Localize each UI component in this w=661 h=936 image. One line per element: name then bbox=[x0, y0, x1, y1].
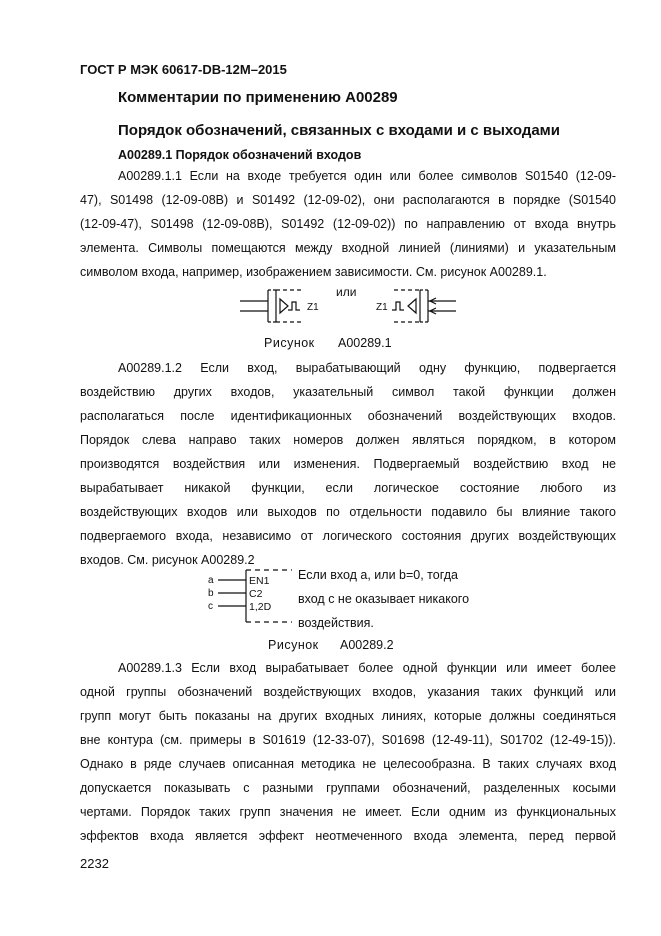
c2-label: C2 bbox=[249, 588, 263, 600]
paragraph-line: чертами. Порядок таких групп значения не имеет. Если одним из функциональных bbox=[80, 805, 616, 819]
paragraph-line: А00289.1.3 Если вход вырабатывает более одной функции или имеет более bbox=[118, 661, 616, 675]
figure-2-caption-word: Рисунок bbox=[268, 638, 319, 652]
d-label: 1,2D bbox=[249, 601, 272, 613]
figure-1-caption-word: Рисунок bbox=[264, 336, 315, 350]
subsection-heading: Порядок обозначений, связанных с входами и с выходами bbox=[118, 122, 561, 139]
paragraph-line: эффектов входа является эффект неотмеченного входа элемента, перед первой bbox=[80, 829, 616, 843]
paragraph-line: воздействующих входов или выходов по отдельности подавило бы влияние такого bbox=[80, 505, 616, 519]
figure-2-note-line: Если вход a, или b=0, тогда bbox=[298, 568, 458, 582]
figure-1-left-label: Z1 bbox=[307, 302, 319, 313]
paragraph-line: допускается показывать с разными группами обозначений, разделенных косыми bbox=[80, 781, 616, 795]
clause-heading: А00289.1 Порядок обозначений входов bbox=[118, 148, 362, 162]
paragraph-line: А00289.1.2 Если вход, вырабатывающий одну функцию, подвергается bbox=[118, 361, 616, 375]
paragraph-line: входов. См. рисунок А00289.2 bbox=[80, 553, 255, 567]
paragraph-line: Порядок слева направо таких номеров должен являться порядком, в котором bbox=[80, 433, 616, 447]
page-number: 2232 bbox=[80, 856, 109, 871]
paragraph-line: одной группы обозначений воздействующих входов, указания таких функций или bbox=[80, 685, 616, 699]
paragraph-line: символом входа, например, изображением зависимости. См. рисунок А00289.1. bbox=[80, 265, 547, 279]
input-a-label: a bbox=[208, 575, 214, 586]
paragraph-line: элемента. Символы помещаются между входной линией (линиями) и указательным bbox=[80, 241, 616, 255]
paragraph-line: располагаться после идентификационных обозначений воздействующих входов. bbox=[80, 409, 616, 423]
paragraph-line: воздействию других входов, указательный символ такой функции должен bbox=[80, 385, 616, 399]
paragraph-line: 47), S01498 (12-09-08В) и S01492 (12-09-02), они располагаются в порядке (S01540 bbox=[80, 193, 616, 207]
paragraph-line: (12-09-47), S01498 (12-09-08В), S01492 (12-09-02)) по направлению от входа внутрь bbox=[80, 217, 616, 231]
paragraph-line: групп могут быть показаны на других входных линиях, которые должны соединяться bbox=[80, 709, 616, 723]
figure-1-caption-id: А00289.1 bbox=[338, 336, 392, 350]
figure-2-diagram bbox=[204, 566, 296, 628]
paragraph-line: подвергаемого входа, независимо от логического состояния других воздействующих bbox=[80, 529, 616, 543]
standard-header: ГОСТ Р МЭК 60617-DB-12M–2015 bbox=[80, 62, 287, 77]
figure-1-right-label: Z1 bbox=[376, 302, 388, 313]
figure-1-or-label: или bbox=[336, 285, 357, 299]
paragraph-line: А00289.1.1 Если на входе требуется один или более символов S01540 (12-09- bbox=[118, 169, 616, 183]
paragraph-line: производятся воздействия или изменения. Подвергаемый воздействию вход не bbox=[80, 457, 616, 471]
figure-2-note-line: воздействия. bbox=[298, 616, 374, 630]
figure-2-caption-id: А00289.2 bbox=[340, 638, 394, 652]
paragraph-line: вне контура (см. примеры в S01619 (12-33-07), S01698 (12-49-11), S01702 (12-49-15)). bbox=[80, 733, 616, 747]
figure-1-diagram bbox=[230, 282, 470, 330]
en1-label: EN1 bbox=[249, 575, 270, 587]
input-b-label: b bbox=[208, 588, 214, 599]
figure-2-note-line: вход с не оказывает никакого bbox=[298, 592, 470, 606]
input-c-label: c bbox=[208, 601, 213, 612]
paragraph-line: Однако в ряде случаев описанная методика не целесообразна. В таких случаях вход bbox=[80, 757, 616, 771]
section-heading: Комментарии по применению А00289 bbox=[118, 89, 398, 106]
paragraph-line: вырабатывает никакой функции, если логическое состояние любого из bbox=[80, 481, 616, 495]
